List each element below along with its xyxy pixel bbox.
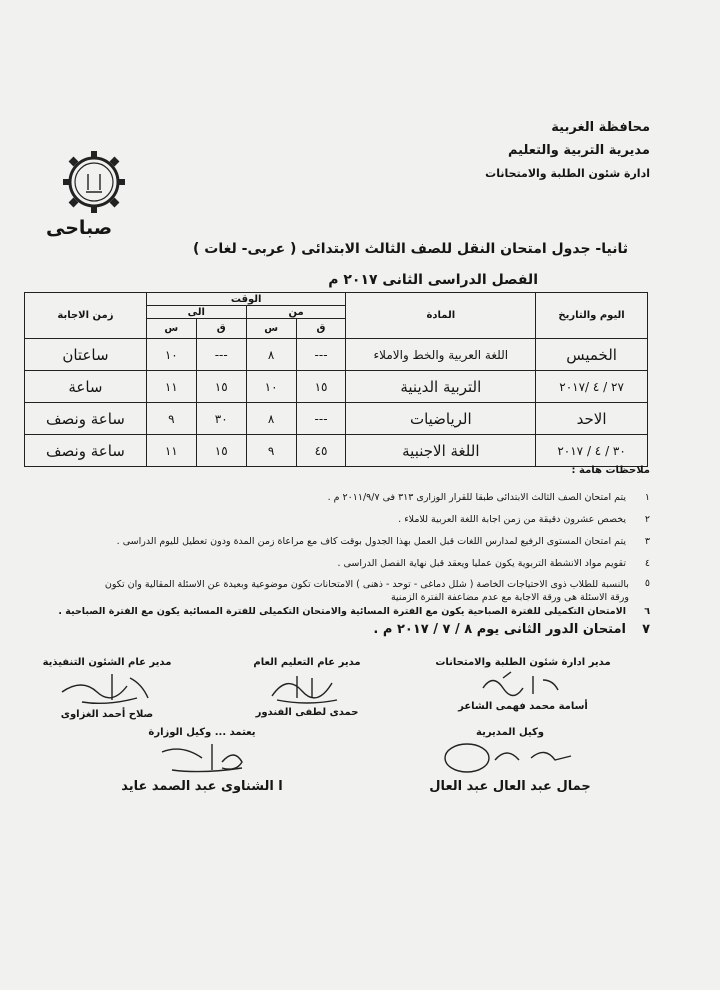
day-cell: الخميس xyxy=(536,339,648,371)
signature-title: مدير ادارة شئون الطلبة والامتحانات xyxy=(435,657,611,668)
from-hour-cell: ٩ xyxy=(246,435,296,467)
to-hour-cell: ٩ xyxy=(146,403,196,435)
note-number: ٦ xyxy=(644,606,650,617)
from-hour-cell: ١٠ xyxy=(246,371,296,403)
signature-ministry-deputy xyxy=(92,727,312,794)
note-number: ٧ xyxy=(642,622,650,637)
note-text: يتم امتحان الصف الثالث الابتدائى طبقا للقرار الوزارى ٣١٣ فى ٢٠١١/٩/٧ م . xyxy=(327,492,626,503)
exam-schedule-table xyxy=(24,292,648,467)
notes-heading: ملاحظات هامة : xyxy=(571,465,650,476)
table-row xyxy=(25,371,648,403)
note-text: تقويم مواد الانشطة التربوية يكون عمليا ويعقد قبل نهاية الفصل الدراسى . xyxy=(337,558,626,569)
from-header: من xyxy=(246,306,346,319)
document-title: ثانيا- جدول امتحان النقل للصف الثالث الابتدائى ( عربى- لغات ) xyxy=(193,241,628,257)
duration-cell: ساعتان xyxy=(25,339,147,371)
note-item xyxy=(373,622,650,637)
note-item xyxy=(117,536,650,547)
to-min-cell: ١٥ xyxy=(196,435,246,467)
date-cell: ٣٠ / ٤ / ٢٠١٧ xyxy=(536,435,648,467)
to-hour-unit: س xyxy=(146,319,196,339)
signature-deputy-directorate xyxy=(410,727,610,794)
from-min-cell: ١٥ xyxy=(296,371,346,403)
signature-name: أسامة محمد فهمى الشاعر xyxy=(458,701,588,712)
signature-students-affairs xyxy=(408,657,638,712)
note-item xyxy=(90,578,650,604)
note-number: ٢ xyxy=(644,514,650,525)
from-hour-cell: ٨ xyxy=(246,339,296,371)
note-text: يخصص عشرون دقيقة من زمن اجابة اللغة العربية للاملاء . xyxy=(398,514,626,525)
from-min-cell: --- xyxy=(296,403,346,435)
time-header: الوقت xyxy=(146,293,346,306)
subject-cell: اللغة العربية والخط والاملاء xyxy=(346,339,536,371)
signature-title: مدير عام الشئون التنفيذية xyxy=(42,657,172,668)
note-text: الامتحان التكميلى للفترة الصباحية يكون مع الفترة المسائية والامتحان التكميلى للفترة المسائية يكون مع الفترة الصباحية . xyxy=(58,606,626,617)
to-hour-cell: ١١ xyxy=(146,435,196,467)
note-number: ٥ xyxy=(644,578,650,589)
note-text: بالنسبة للطلاب ذوى الاحتياجات الخاصة ( شلل دماغى - توحد - ذهنى ) الامتحانات تكون موضوعية وبعيدة عن الاسئلة المقالية وان تكون ورقة الاسئلة هى ورقة الاجابة مع عدم مضاعفة الفترة الزمنية xyxy=(104,579,629,603)
duration-cell: ساعة xyxy=(25,371,147,403)
note-item xyxy=(58,606,650,617)
signature-general-education xyxy=(222,657,392,718)
directorate-logo-icon xyxy=(60,148,128,216)
from-min-cell: ٤٥ xyxy=(296,435,346,467)
governorate-name: محافظة الغربية xyxy=(551,120,650,135)
subject-header: المادة xyxy=(346,293,536,339)
department-name: ادارة شئون الطلبة والامتحانات xyxy=(485,167,650,180)
duration-cell: ساعة ونصف xyxy=(25,435,147,467)
signature-name: حمدى لطفى الفندور xyxy=(255,707,359,718)
to-min-cell: ٣٠ xyxy=(196,403,246,435)
from-hour-unit: س xyxy=(246,319,296,339)
table-row xyxy=(25,339,648,371)
header-block xyxy=(485,116,650,185)
note-text: امتحان الدور الثانى يوم ٨ / ٧ / ٢٠١٧ م . xyxy=(373,622,626,637)
duration-header: زمن الاجابة xyxy=(25,293,147,339)
date-cell: ٢٧ / ٤ /٢٠١٧ xyxy=(536,371,648,403)
handwritten-signature-icon xyxy=(257,668,357,704)
handwritten-signature-icon xyxy=(435,738,585,776)
note-number: ٤ xyxy=(644,558,650,569)
to-hour-cell: ١٠ xyxy=(146,339,196,371)
note-number: ٣ xyxy=(644,536,650,547)
from-min-unit: ق xyxy=(296,319,346,339)
handwritten-signature-icon xyxy=(52,668,162,706)
subject-cell: الرياضيات xyxy=(346,403,536,435)
from-hour-cell: ٨ xyxy=(246,403,296,435)
to-header: الى xyxy=(146,306,246,319)
note-text: يتم امتحان المستوى الرفيع لمدارس اللغات قبل العمل بهذا الجدول بوقت كاف مع مراعاة زمن المدة ودون تعطيل لليوم الدراسى . xyxy=(116,536,626,547)
handwritten-signature-icon xyxy=(463,668,583,698)
duration-cell: ساعة ونصف xyxy=(25,403,147,435)
to-min-cell: ١٥ xyxy=(196,371,246,403)
note-number: ١ xyxy=(644,492,650,503)
to-min-unit: ق xyxy=(196,319,246,339)
signature-title: وكيل المديرية xyxy=(476,727,544,738)
signature-title: مدير عام التعليم العام xyxy=(253,657,361,668)
note-item xyxy=(337,558,650,569)
note-item xyxy=(328,492,650,503)
signature-name: صلاح أحمد الغزاوى xyxy=(60,709,154,720)
signature-name: جمال عبد العال عبد العال xyxy=(429,779,591,794)
to-hour-cell: ١١ xyxy=(146,371,196,403)
from-min-cell: --- xyxy=(296,339,346,371)
table-header-row xyxy=(25,293,648,306)
signature-name: ا الشناوى عبد الصمد عايد xyxy=(121,779,283,794)
to-min-cell: --- xyxy=(196,339,246,371)
directorate-name: مديرية التربية والتعليم xyxy=(507,143,650,158)
document-subtitle: الفصل الدراسى الثانى ٢٠١٧ م xyxy=(328,272,538,288)
table-row xyxy=(25,403,648,435)
shift-label: صباحى xyxy=(46,217,113,239)
signature-title: يعتمد ... وكيل الوزارة xyxy=(148,727,256,738)
day-date-header: اليوم والتاريخ xyxy=(536,293,648,339)
day-cell: الاحد xyxy=(536,403,648,435)
signature-executive-affairs xyxy=(22,657,192,720)
note-item xyxy=(398,514,650,525)
table-row xyxy=(25,435,648,467)
subject-cell: اللغة الاجنبية xyxy=(346,435,536,467)
subject-cell: التربية الدينية xyxy=(346,371,536,403)
handwritten-signature-icon xyxy=(142,738,262,776)
